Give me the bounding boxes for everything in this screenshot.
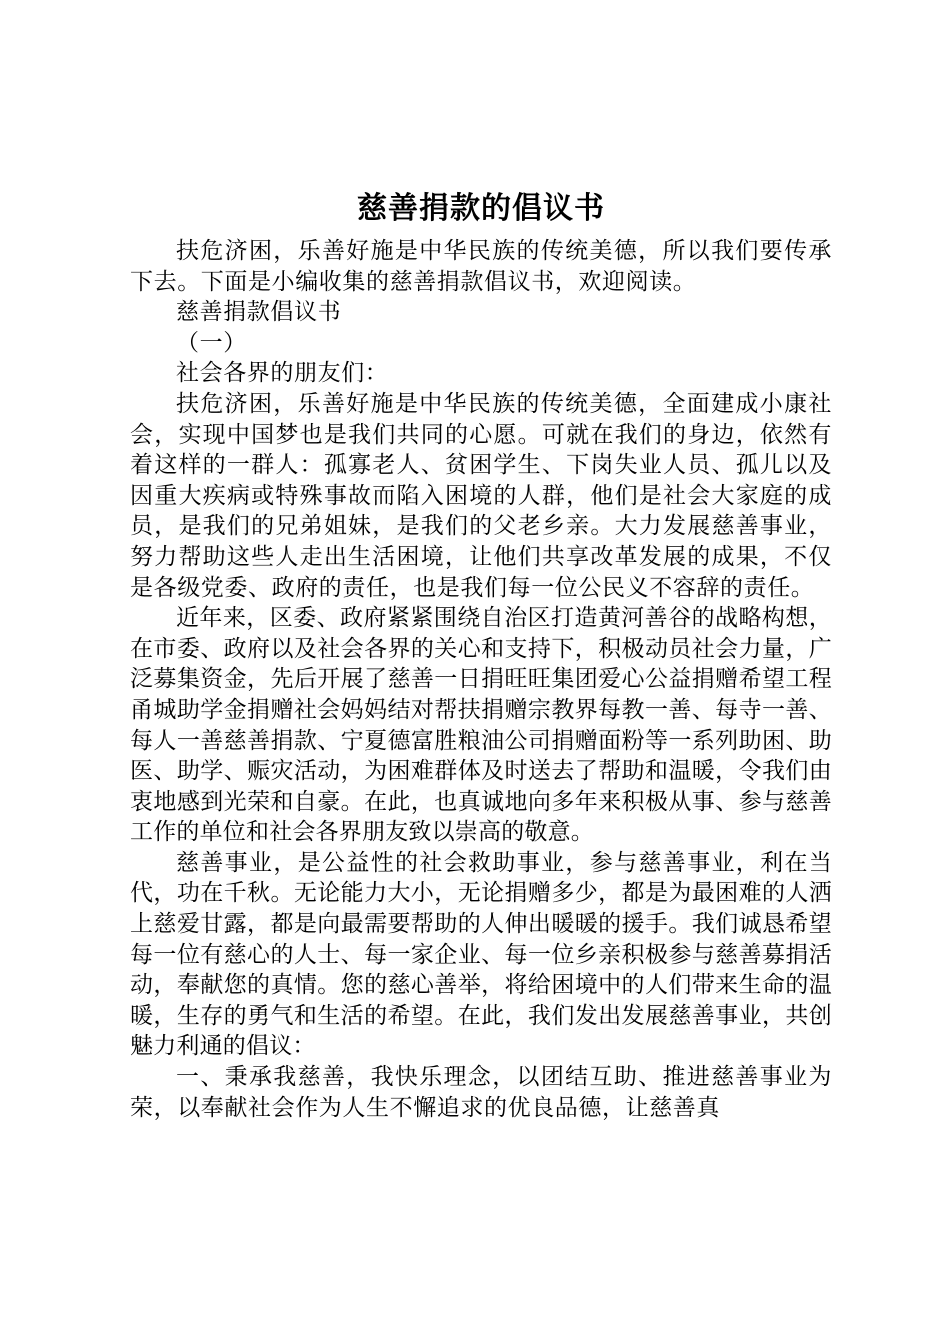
proposal-item-1: 一、秉承我慈善，我快乐理念，以团结互助、推进慈善事业为荣，以奉献社会作为人生不懈追求的优良品德，让慈善真 bbox=[130, 1064, 832, 1121]
salutation: 社会各界的朋友们： bbox=[176, 360, 389, 387]
body-paragraph-2: 近年来，区委、政府紧紧围绕自治区打造黄河善谷的战略构想，在市委、政府以及社会各界的关心和支持下，积极动员社会力量，广泛募集资金，先后开展了慈善一日捐旺旺集团爱心公益捐赠希望工程甬城助学金捐赠社会妈妈结对帮扶捐赠宗教界每教一善、每寺一善、每人一善慈善捐款、宁夏德富胜粮油公司捐赠面粉等一系列助困、助医、助学、赈灾活动，为困难群体及时送去了帮助和温暖，令我们由衷地感到光荣和自豪。在此，也真诚地向多年来积极从事、参与慈善工作的单位和社会各界朋友致以崇高的敬意。 bbox=[130, 605, 832, 846]
body-paragraph-1: 扶危济困，乐善好施是中华民族的传统美德，全面建成小康社会，实现中国梦也是我们共同的心愿。可就在我们的身边，依然有着这样的一群人：孤寡老人、贫困学生、下岗失业人员、孤儿以及因重大疾病或特殊事故而陷入困境的人群，他们是社会大家庭的成员，是我们的兄弟姐妹，是我们的父老乡亲。大力发展慈善事业，努力帮助这些人走出生活困境，让他们共享改革发展的成果，不仅是各级党委、政府的责任，也是我们每一位公民义不容辞的责任。 bbox=[130, 390, 832, 601]
document-title: 慈善捐款的倡议书 bbox=[357, 191, 605, 226]
section-number: （一） bbox=[176, 329, 247, 356]
section-heading: 慈善捐款倡议书 bbox=[176, 299, 342, 326]
body-paragraph-3: 慈善事业，是公益性的社会救助事业，参与慈善事业，利在当代，功在千秋。无论能力大小，无论捐赠多少，都是为最困难的人洒上慈爱甘露，都是向最需要帮助的人伸出暖暖的援手。我们诚恳希望每一位有慈心的人士、每一家企业、每一位乡亲积极参与慈善募捐活动，奉献您的真情。您的慈心善举，将给困境中的人们带来生命的温暖，生存的勇气和生活的希望。在此，我们发出发展慈善事业，共创魅力利通的倡议： bbox=[130, 849, 832, 1060]
intro-paragraph: 扶危济困，乐善好施是中华民族的传统美德，所以我们要传承下去。下面是小编收集的慈善捐款倡议书，欢迎阅读。 bbox=[130, 238, 832, 295]
document-body bbox=[130, 184, 832, 1123]
